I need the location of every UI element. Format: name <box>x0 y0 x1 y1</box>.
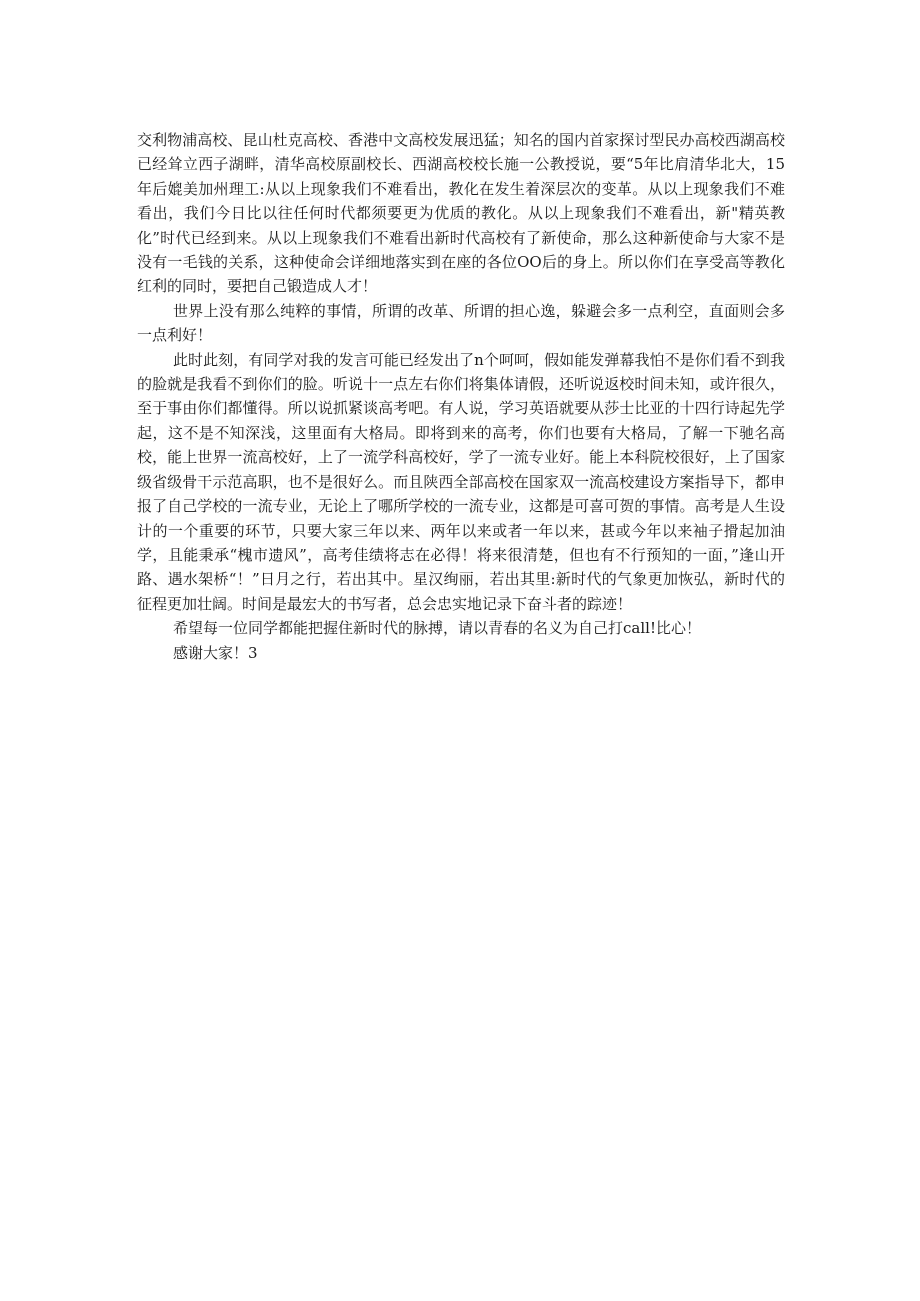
paragraph-1: 交利物浦高校、昆山杜克高校、香港中文高校发展迅猛；知名的国内首家探讨型民办高校西湖高校已经耸立西子湖畔，清华高校原副校长、西湖高校校长施一公教授说，要“5年比肩清华北大，15年后媲美加州理工:从以上现象我们不难看出，教化在发生着深层次的变革。从以上现象我们不难看出，我们今日比以往任何时代都须要更为优质的教化。从以上现象我们不难看出，新"精英教化”时代已经到来。从以上现象我们不难看出新时代高校有了新使命，那么这种新使命与大家不是没有一毛钱的关系，这种使命会详细地落实到在座的各位OO后的身上。所以你们在享受高等教化红利的同时，要把自己锻造成人才！ <box>137 131 785 296</box>
paragraph-2: 世界上没有那么纯粹的事情，所谓的改革、所谓的担心逸，躲避会多一点利空，直面则会多一点利好！ <box>137 301 785 345</box>
paragraph-3: 此时此刻，有同学对我的发言可能已经发出了n个呵呵，假如能发弹幕我怕不是你们看不到我的脸就是我看不到你们的脸。听说十一点左右你们将集体请假，还听说返校时间未知，或许很久，至于事由你们都懂得。所以说抓紧谈高考吧。有人说，学习英语就要从莎士比亚的十四行诗起先学起，这不是不知深浅，这里面有大格局。即将到来的高考，你们也要有大格局，了解一下驰名高校，能上世界一流高校好，上了一流学科高校好，学了一流专业好。能上本科院校很好，上了国家级省级骨干示范高职，也不是很好么。而且陕西全部高校在国家双一流高校建设方案指导下，都申报了自己学校的一流专业，无论上了哪所学校的一流专业，这都是可喜可贺的事情。高考是人生设计的一个重要的环节，只要大家三年以来、两年以来或者一年以来，甚或今年以来袖子搰起加油学，且能秉承“槐市遗风”，高考佳绩将志在必得！将来很清楚，但也有不行预知的一面，”逢山开路、遇水架桥“！”日月之行，若出其中。星汉绚丽，若出其里:新时代的气象更加恢弘，新时代的征程更加壮阔。时间是最宏大的书写者，总会忠实地记录下奋斗者的踪迹！ <box>137 350 785 613</box>
paragraph-4: 希望每一位同学都能把握住新时代的脉搏，请以青春的名义为自己打call!比心！ <box>173 619 701 638</box>
paragraph-5: 感谢大家！3 <box>173 643 258 662</box>
document-body <box>137 128 785 665</box>
